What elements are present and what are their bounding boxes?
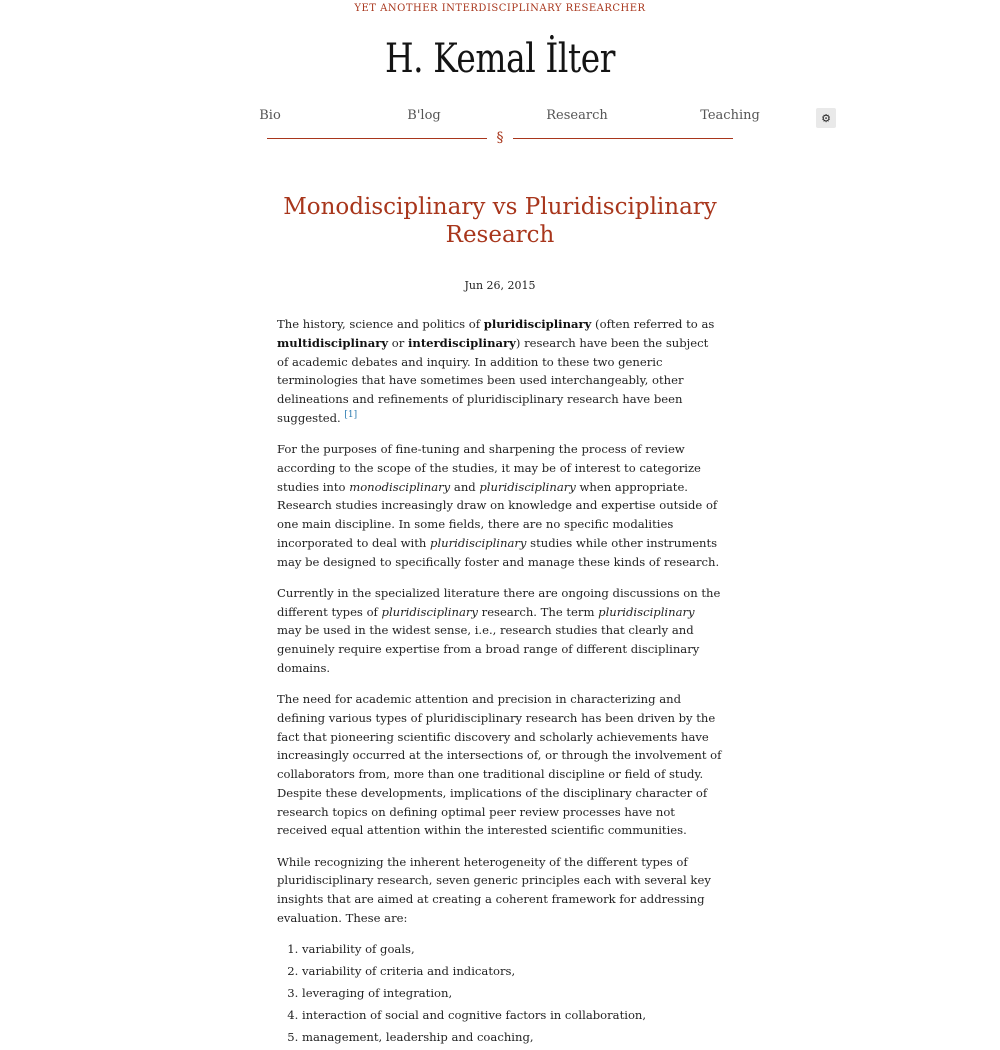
term-italic: pluridisciplinary — [598, 604, 695, 619]
section-mark: § — [496, 130, 504, 146]
text: Currently in the specialized literature there are ongoing discussions on the different types of — [277, 585, 721, 619]
term-bold: multidisciplinary — [277, 335, 389, 350]
text: ) research have been the subject of academic debates and inquiry. In addition to these two generic terminologies that have sometimes been used interchangeably, other delineations and refinements of pluridisciplinary research have been suggested. — [277, 335, 709, 425]
list-item: 5. management, leadership and coaching, — [302, 1028, 722, 1047]
text: may be used in the widest sense, i.e., research studies that clearly and genuinely require expertise from a broad range of different disciplinary domains. — [277, 623, 700, 675]
term-bold: pluridisciplinary — [483, 317, 592, 331]
term-italic: pluridisciplinary — [479, 479, 576, 494]
text: (often referred to as — [591, 317, 715, 331]
post-title: Monodisciplinary vs Pluridisciplinary Research — [283, 194, 717, 248]
paragraph — [277, 440, 722, 571]
text: For the purposes of fine-tuning and sharpening the process of review according to the scope of the studies, it may be of interest to categorize studies into — [277, 442, 701, 494]
site-tagline: YET ANOTHER INTERDISCIPLINARY RESEARCHER — [354, 3, 646, 14]
paragraph — [277, 584, 722, 678]
list-item: 4. interaction of social and cognitive factors in collaboration, — [302, 1006, 722, 1025]
nav-bio[interactable]: Bio — [259, 108, 281, 123]
gear-icon: ⚙ — [821, 111, 831, 125]
text: The history, science and politics of — [277, 317, 484, 331]
principles-list — [277, 940, 722, 1047]
text: and — [450, 479, 480, 494]
nav-divider-right — [513, 138, 733, 139]
paragraph — [277, 315, 722, 428]
nav-divider-left — [267, 138, 487, 139]
text: or — [388, 335, 408, 350]
term-italic: pluridisciplinary — [381, 604, 478, 619]
list-item: 1. variability of goals, — [302, 940, 722, 959]
nav-teaching[interactable]: Teaching — [700, 108, 760, 123]
list-item: 3. leveraging of integration, — [302, 984, 722, 1003]
text: research. The term — [477, 604, 599, 619]
text: studies while other instruments may be designed to specifically foster and manage these kinds of research. — [277, 535, 720, 569]
list-item: 2. variability of criteria and indicators, — [302, 962, 722, 981]
term-italic: pluridisciplinary — [430, 535, 527, 550]
nav-research[interactable]: Research — [546, 108, 608, 123]
theme-toggle-button[interactable] — [816, 108, 836, 128]
paragraph: While recognizing the inherent heterogeneity of the different types of pluridisciplinary research, seven generic principles each with several key insights that are aimed at creating a coherent framework for addressing evaluation. These are: — [277, 854, 711, 925]
post-content — [277, 315, 722, 1050]
post-date: Jun 26, 2015 — [464, 279, 536, 292]
paragraph: The need for academic attention and precision in characterizing and defining various types of pluridisciplinary research has been driven by the fact that pioneering scientific discovery and scholarly achievements have increasingly occurred at the intersections of, or through the involvement of collaborators from, more than one traditional discipline or field of study. Despite these developments, implications of the disciplinary character of research topics on defining optimal peer review processes have not received equal attention within the interested scientific communities. — [277, 692, 722, 838]
term-italic: monodisciplinary — [349, 479, 451, 494]
nav-blog[interactable]: B'log — [407, 108, 441, 123]
footnote-link[interactable]: [1] — [344, 409, 358, 420]
site-title[interactable]: H. Kemal İlter — [384, 36, 616, 82]
text: when appropriate. Research studies increasingly draw on knowledge and expertise outside of one main discipline. In some fields, there are no specific modalities incorporated to deal with — [277, 479, 718, 550]
term-bold: interdisciplinary — [407, 335, 516, 350]
